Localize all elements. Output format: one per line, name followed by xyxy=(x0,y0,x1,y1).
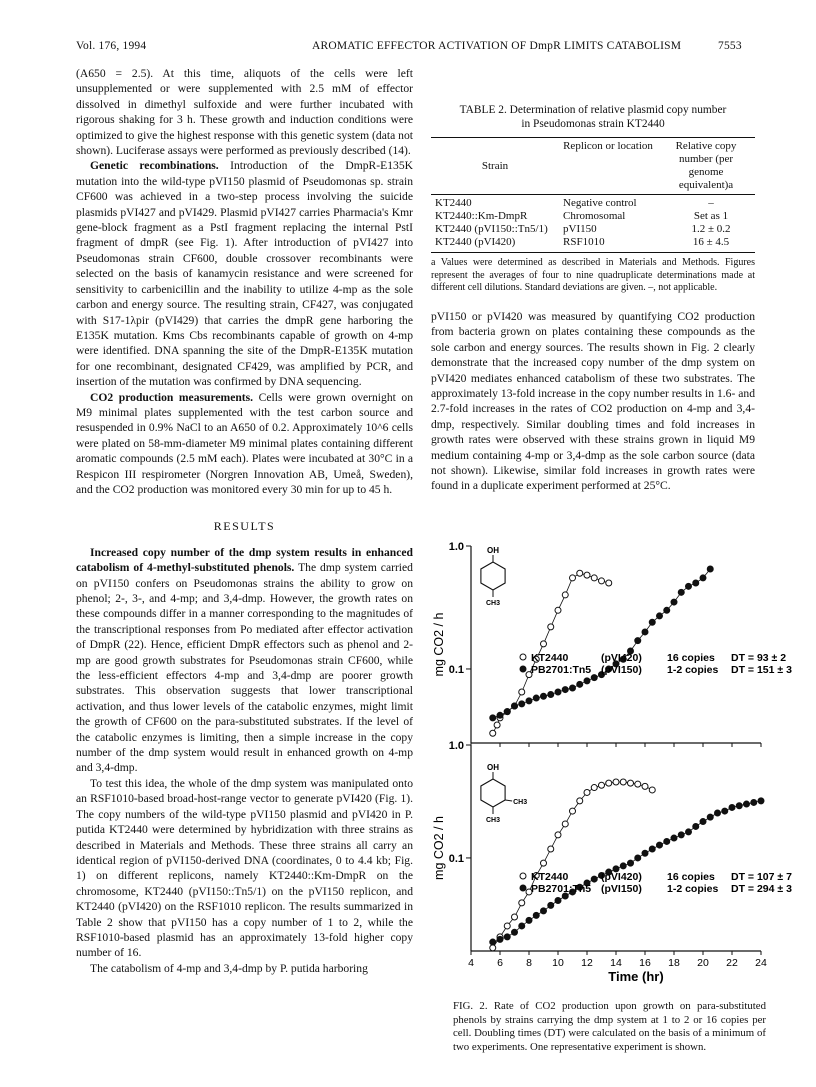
legend-label: 1-2 copies xyxy=(667,664,719,676)
chart-panel-34dmp xyxy=(432,740,792,984)
table-cell: Negative control xyxy=(563,197,637,209)
table-body xyxy=(431,197,755,249)
data-point-filled xyxy=(512,929,518,935)
data-point-filled xyxy=(686,829,692,835)
data-point-filled xyxy=(497,712,503,718)
legend-label: 16 copies xyxy=(667,871,715,883)
data-point-open xyxy=(606,780,612,786)
data-point-filled xyxy=(678,589,684,595)
data-point-open xyxy=(577,798,583,804)
table-cell: KT2440::Km-DmpR xyxy=(435,210,528,222)
data-point-filled xyxy=(686,583,692,589)
legend-marker-open xyxy=(520,873,526,879)
data-point-open xyxy=(555,832,561,838)
paragraph-text: Introduction of the DmpR-E135K mutation into the wild-type pVI150 plasmid of Pseudomonas sp. strain CF600 was achieved in a two-step process involving the suicide plasmids pVI427 and pVI429. Plasmid pVI427 carries Pharmacia's Kmr gene-block fragment as a PstI fragment replacing the internal PstI fragment of dmpR (see Fig. 1). After introduction of pVI427 into Pseudomonas strain CF600, double crossover recombinants were selected on the basis of kanamycin resistance and were screened for sensitivity to carbenicillin and the inability to utilize 4-mp as the sole carbon and energy source. The resulting strain, CF427, was conjugated with S17-1λpir (pVI429) that carries the dmpR gene harboring the E135K mutation. Kms Cbs recombinants capable of growth on 4-mp were identified. DNA spanning the site of the DmpR-E135K mutation for one recombinant, designated CF429, was amplified by PCR, and insertion of the mutation was confirmed by DNA sequencing. xyxy=(76,159,413,389)
x-tick-label: 18 xyxy=(668,957,680,969)
legend-marker-filled xyxy=(520,666,526,672)
x-tick-label: 14 xyxy=(610,957,622,969)
paragraph: The catabolism of 4-mp and 3,4-dmp by P. putida harboring xyxy=(90,961,368,975)
paragraph: To test this idea, the whole of the dmp system was manipulated onto an RSF1010-based broad-host-range vector to generate pVI420 (Fig. 1). The copy numbers of the wild-type pVI150 plasmid and pVI420 in P. putida KT2440 were determined by hybridization with three strains as described in Materials and Methods. These three strains all carry an identical region of pVI150-derived DNA (coordinates, 0 to 4.4 kb; Fig. 1) on different replicons, namely KT2440::Km-DmpR on the chromosome, KT2440 (pVI150::Tn5/1) on the pVI150 replicon, and KT2440 (pVI420) on the RSF1010 replicon. The results summarized in Table 2 show that pVI150 has a copy number of 1 to 2, while the RSF1010-based plasmid has an approximately 13-fold higher copy number of 16. xyxy=(76,776,413,960)
table-cell: pVI150 xyxy=(563,223,597,235)
x-tick-label: 16 xyxy=(639,957,651,969)
data-point-filled xyxy=(526,917,532,923)
paragraph xyxy=(76,158,413,389)
data-point-filled xyxy=(642,850,648,856)
y-tick-label: 0.1 xyxy=(448,663,464,676)
data-point-filled xyxy=(570,685,576,691)
data-point-open xyxy=(642,783,648,789)
data-point-filled xyxy=(584,678,590,684)
page-number: 7553 xyxy=(718,40,742,52)
data-point-open xyxy=(494,722,500,728)
table-cell: – xyxy=(708,197,714,209)
table-header-row xyxy=(431,140,755,192)
data-point-filled xyxy=(635,855,641,861)
legend-label: DT = 107 ± 7 xyxy=(731,871,792,883)
y-tick-label: 0.1 xyxy=(448,852,464,865)
data-point-filled xyxy=(751,799,757,805)
y-tick-label: 1.0 xyxy=(448,740,464,752)
data-point-filled xyxy=(707,566,713,572)
legend-marker-filled xyxy=(520,885,526,891)
data-point-filled xyxy=(504,934,510,940)
series-line-filled xyxy=(493,569,711,718)
data-point-filled xyxy=(657,613,663,619)
data-point-filled xyxy=(533,912,539,918)
x-tick-label: 10 xyxy=(552,957,564,969)
data-point-filled xyxy=(620,863,626,869)
left-column xyxy=(76,66,413,976)
data-point-filled xyxy=(548,902,554,908)
legend-label: PB2701:Tn5 xyxy=(531,664,592,676)
data-point-filled xyxy=(671,835,677,841)
paragraph-text: The dmp system carried on pVI150 confers on Pseudomonas strains the ability to grow on phenol; 2-, 3-, and 4-mp; and 3,4-dmp. However, the growth rates on these compounds differ in a manner corresponding to the magnitudes of the transcriptional responses from Po mediated after effector activation of DmpR (22). Hence, efficient DmpR effectors such as phenol and 2-mp are good growth substrates for Pseudomonas strain CF600, while the less-efficient effectors 4-mp and 3,4-dmp are poorer growth substrates. This observation suggests that lower transcriptional activation, and thus lower levels of the catabolic enzymes, might limit the growth of CF600 on the para-substituted substrates. If the level of the catabolic enzymes is limiting, then a simple increase in the copy number of the dmp system would result in enhanced growth on 4-mp and 3,4-dmp. xyxy=(76,561,413,775)
data-point-open xyxy=(548,846,554,852)
data-point-open xyxy=(577,570,583,576)
section-heading: Genetic recombinations. xyxy=(90,159,219,173)
data-point-filled xyxy=(693,580,699,586)
figure-2 xyxy=(431,528,792,998)
data-point-open xyxy=(541,641,547,647)
x-tick-label: 4 xyxy=(468,957,474,969)
data-point-open xyxy=(570,575,576,581)
data-point-filled xyxy=(490,939,496,945)
column-header: Replicon or location xyxy=(563,140,653,152)
data-point-open xyxy=(490,730,496,736)
data-point-open xyxy=(541,860,547,866)
data-point-filled xyxy=(519,923,525,929)
x-tick-label: 20 xyxy=(697,957,709,969)
table-cell: KT2440 (pVI150::Tn5/1) xyxy=(435,223,548,235)
data-point-filled xyxy=(729,804,735,810)
journal-volume: Vol. 176, 1994 xyxy=(76,40,147,52)
data-point-filled xyxy=(758,798,764,804)
data-point-filled xyxy=(577,681,583,687)
data-point-filled xyxy=(533,695,539,701)
data-point-open xyxy=(599,578,605,584)
data-point-open xyxy=(504,923,510,929)
data-point-filled xyxy=(671,599,677,605)
ch3-label: CH3 xyxy=(513,799,528,806)
data-point-filled xyxy=(700,819,706,825)
x-tick-label: 8 xyxy=(526,957,532,969)
data-point-open xyxy=(570,808,576,814)
table-title: in Pseudomonas strain KT2440 xyxy=(521,118,665,130)
legend-label: KT2440 xyxy=(531,871,569,883)
x-tick-label: 24 xyxy=(755,957,767,969)
data-point-filled xyxy=(649,619,655,625)
data-point-filled xyxy=(642,629,648,635)
table xyxy=(431,140,755,192)
data-point-open xyxy=(584,572,590,578)
data-point-filled xyxy=(497,936,503,942)
table-cell: KT2440 (pVI420) xyxy=(435,236,516,248)
bond xyxy=(505,800,512,801)
table-cell: RSF1010 xyxy=(563,236,605,248)
data-point-filled xyxy=(519,701,525,707)
legend-marker-open xyxy=(520,654,526,660)
data-point-open xyxy=(620,779,626,785)
data-point-open xyxy=(599,782,605,788)
paragraph xyxy=(76,545,413,776)
data-point-open xyxy=(584,789,590,795)
data-point-filled xyxy=(649,846,655,852)
oh-label: OH xyxy=(487,546,499,555)
data-point-open xyxy=(555,607,561,613)
data-point-open xyxy=(490,945,496,951)
data-point-filled xyxy=(490,715,496,721)
results-heading: RESULTS xyxy=(213,519,276,534)
data-point-filled xyxy=(744,801,750,807)
figure-caption: FIG. 2. Rate of CO2 production upon growth on para-substituted phenols by strains carrying the dmp system at 1 to 2 or 16 copies per cell. Doubling times (DT) were calculated on the basis of a minimum of two experiments. One representative experiment is shown. xyxy=(453,1000,766,1053)
table-row xyxy=(431,223,755,236)
data-point-filled xyxy=(657,842,663,848)
running-title: AROMATIC EFFECTOR ACTIVATION OF DmpR LIMITS CATABOLISM xyxy=(312,40,682,52)
data-point-open xyxy=(606,580,612,586)
data-point-open xyxy=(562,592,568,598)
data-point-open xyxy=(635,781,641,787)
data-point-filled xyxy=(555,897,561,903)
table-cell: Set as 1 xyxy=(693,210,729,222)
table-row xyxy=(431,197,755,210)
data-point-filled xyxy=(707,814,713,820)
data-point-filled xyxy=(715,810,721,816)
data-point-filled xyxy=(548,691,554,697)
legend-label: DT = 294 ± 3 xyxy=(731,883,792,895)
table-cell: KT2440 xyxy=(435,197,472,209)
benzene-ring xyxy=(481,562,505,590)
y-tick-label: 1.0 xyxy=(448,541,464,553)
paragraph: (A650 = 2.5). At this time, aliquots of the cells were left unsupplemented or were supplemented with 2.5 mM of effector dissolved in dimethyl sulfoxide and were further incubated with rigorous shaking for 3 h. These growth and induction conditions were optimized to give the highest response with this genetic system (data not shown). Luciferase assays were performed as previously described (14). xyxy=(76,67,413,158)
data-point-open xyxy=(591,785,597,791)
table-footnote: a Values were determined as described in Materials and Methods. Figures represent the averages of four to nine quadruplicate determinations made at different cell dilutions. Standard deviations are given. –, not applicable. xyxy=(431,257,755,293)
x-tick-label: 6 xyxy=(497,957,503,969)
data-point-filled xyxy=(700,575,706,581)
table-cell: Chromosomal xyxy=(563,210,626,222)
legend-label: (pVI150) xyxy=(601,664,642,676)
x-tick-label: 22 xyxy=(726,957,738,969)
data-point-filled xyxy=(541,908,547,914)
legend-label: 1-2 copies xyxy=(667,883,719,895)
paragraph: pVI150 or pVI420 was measured by quantifying CO2 production from bacteria grown on plates containing these compounds as the sole carbon and energy sources. The results shown in Fig. 2 clearly demonstrate that the increased copy number of the dmp system on pVI420 mediates enhanced catabolism of these two substrates. The approximately 13-fold increase in the copy number results in 1.6- and 2.7-fold increases in the rates of CO2 production on 4-mp and 3,4-dmp, respectively. Similar doubling times and fold increases in growth rates were observed with these strains grown in liquid M9 medium containing 4-mp or 3,4-dmp as the sole carbon source (data not shown). Likewise, similar fold increases in growth rates were found in a duplicate experiment performed at 25°C. xyxy=(431,310,755,493)
data-point-open xyxy=(613,779,619,785)
column-header: Relative copy number (per genome equivalent)a xyxy=(675,140,737,191)
data-point-filled xyxy=(541,693,547,699)
data-point-filled xyxy=(591,876,597,882)
data-point-open xyxy=(628,780,634,786)
section-heading: CO2 production measurements. xyxy=(90,390,254,404)
table-row xyxy=(431,210,755,223)
benzene-ring xyxy=(481,779,505,807)
legend-label: 16 copies xyxy=(667,652,715,664)
x-axis-label: Time (hr) xyxy=(608,969,664,984)
data-point-open xyxy=(649,787,655,793)
data-point-filled xyxy=(526,698,532,704)
data-point-filled xyxy=(635,638,641,644)
legend-label: PB2701:Tn5 xyxy=(531,883,592,895)
column-header: Strain xyxy=(481,159,509,172)
table-row xyxy=(431,236,755,249)
table-cell: 1.2 ± 0.2 xyxy=(691,223,731,235)
legend-label: (pVI150) xyxy=(601,883,642,895)
data-point-open xyxy=(512,914,518,920)
data-point-open xyxy=(519,689,525,695)
data-point-open xyxy=(591,575,597,581)
data-point-filled xyxy=(591,675,597,681)
table-cell: 16 ± 4.5 xyxy=(692,236,730,248)
paragraph xyxy=(76,390,413,498)
data-point-filled xyxy=(628,860,634,866)
data-point-filled xyxy=(562,687,568,693)
data-point-filled xyxy=(736,803,742,809)
x-tick-label: 12 xyxy=(581,957,593,969)
paragraph-text: Cells were grown overnight on M9 minimal plates supplemented with the test carbon source and resuspended in 0.9% NaCl to an A650 of 0.2. Approximately 10^6 cells were plated on 58-mm-diameter M9 minimal plates containing different aromatic compounds (2.5 mM each). Plates were incubated at 30°C in a Respicon III respirometer (Norgren Innovation AB, Umeå, Sweden), and the CO2 production was monitored every 30 min for up to 45 h. xyxy=(76,390,414,496)
data-point-open xyxy=(548,624,554,630)
data-point-filled xyxy=(722,808,728,814)
data-point-filled xyxy=(693,823,699,829)
data-point-filled xyxy=(664,838,670,844)
oh-label: OH xyxy=(487,763,499,772)
ch3-label: CH3 xyxy=(485,600,501,607)
data-point-open xyxy=(519,900,525,906)
legend-label: DT = 151 ± 3 xyxy=(731,664,792,676)
data-point-filled xyxy=(555,689,561,695)
chart-panel-4mp xyxy=(432,541,792,747)
y-axis-label: mg CO2 / h xyxy=(432,816,446,880)
data-point-filled xyxy=(512,703,518,709)
legend-label: (pVI420) xyxy=(601,652,642,664)
legend-label: DT = 93 ± 2 xyxy=(731,652,787,664)
data-point-filled xyxy=(664,607,670,613)
table-2 xyxy=(431,103,755,295)
ch3-label: CH3 xyxy=(485,817,501,824)
table-title: TABLE 2. Determination of relative plasmid copy number xyxy=(459,104,727,116)
data-point-filled xyxy=(678,832,684,838)
data-point-filled xyxy=(504,709,510,715)
data-point-open xyxy=(562,821,568,827)
legend-label: (pVI420) xyxy=(601,871,642,883)
right-column xyxy=(431,309,755,494)
y-axis-label: mg CO2 / h xyxy=(432,612,446,677)
section-heading: Increased copy number of the dmp system results in enhanced catabolism of 4-methyl-substituted phenols. xyxy=(76,545,413,575)
legend-label: KT2440 xyxy=(531,652,569,664)
